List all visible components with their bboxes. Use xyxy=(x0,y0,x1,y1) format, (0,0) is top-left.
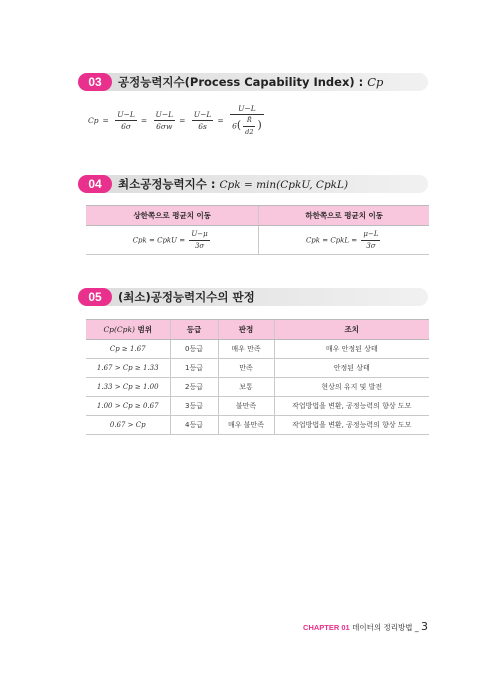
page-footer: CHAPTER 01 데이터의 정리방법 _ 3 xyxy=(303,620,428,633)
header-upper-shift: 상한쪽으로 평균치 이동 xyxy=(86,206,259,226)
section-title: 공정능력지수(Process Capability Index) : Cp xyxy=(118,75,384,89)
section-05-header xyxy=(78,288,428,306)
section-title: (최소)공정능력지수의 판정 xyxy=(118,290,255,304)
section-title: 최소공정능력지수 : Cpk = min(CpkU, CpkL) xyxy=(118,177,349,191)
table-row: 1.67 > Cp ≥ 1.33 1등급 만족 안정된 상태 xyxy=(86,359,429,378)
cp-formula: Cp = $\frac{U-L}{6\sigma}$ = $\frac{U-L}{6\sigma w}$ = $\frac{U-L}{6s}$ = U−L 6( $\frac{R̄}{d2}$ ) xyxy=(88,104,262,136)
section-number: 05 xyxy=(78,288,112,306)
header-range: Cp(Cpk) 범위 xyxy=(86,320,170,340)
header-action: 조치 xyxy=(274,320,429,340)
section-04-header xyxy=(78,175,428,193)
cpku-formula: Cpk = CpkU = $\frac{U-\mu}{3\sigma}$ xyxy=(86,226,259,255)
chapter-label: CHAPTER 01 xyxy=(303,623,350,632)
title-formula: Cpk = min(CpkU, CpkL) xyxy=(219,179,349,191)
page-number: 3 xyxy=(421,620,428,633)
table-row: 0.67 > Cp 4등급 매우 불만족 작업방법을 변환, 공정능력의 향상 도모 xyxy=(86,416,429,435)
section-03-header xyxy=(78,73,428,91)
section-number: 04 xyxy=(78,175,112,193)
header-grade: 등급 xyxy=(170,320,218,340)
header-lower-shift: 하한쪽으로 평균치 이동 xyxy=(259,206,429,226)
mean-shift-table xyxy=(86,205,429,255)
table-row: 1.33 > Cp ≥ 1.00 2등급 보통 현상의 유지 및 발전 xyxy=(86,378,429,397)
cpkl-formula: Cpk = CpkL = $\frac{\mu-L}{3\sigma}$ xyxy=(259,226,429,255)
section-number: 03 xyxy=(78,73,112,91)
title-symbol: Cp xyxy=(367,75,384,89)
judgement-table xyxy=(86,319,429,435)
table-row: Cp ≥ 1.67 0등급 매우 만족 매우 안정된 상태 xyxy=(86,340,429,359)
table-row: 1.00 > Cp ≥ 0.67 3등급 불만족 작업방법을 변환, 공정능력의 향상 도모 xyxy=(86,397,429,416)
chapter-title: 데이터의 정리방법 xyxy=(352,623,413,632)
header-judgement: 판정 xyxy=(218,320,274,340)
